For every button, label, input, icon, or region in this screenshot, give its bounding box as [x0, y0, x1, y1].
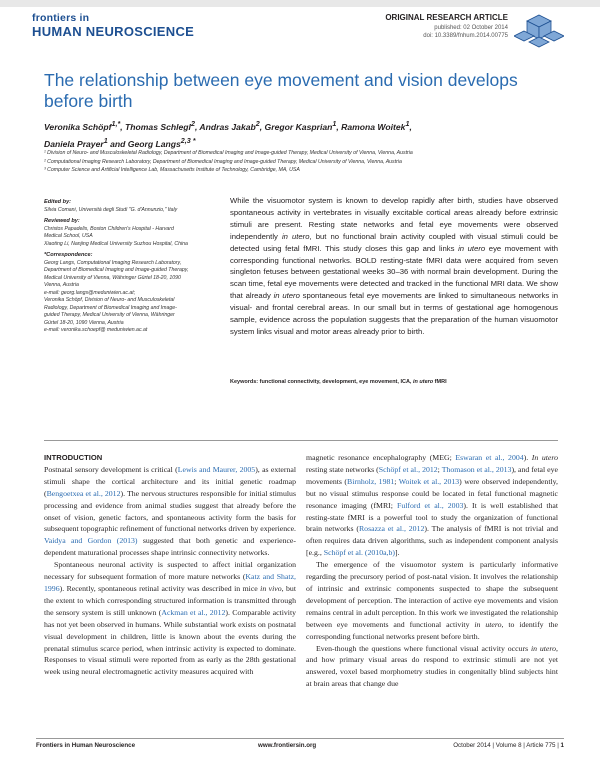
paragraph: magnetic resonance encephalography (MEG; Eswaran et al., 2004). In utero resting state networks (Schöpf et al., 2012; Thomason et al., 2013), and fetal eye movements (Birnholz, 1981; Woitek et al., 2013) were observed independently, but no visual stimulus response could be located in fetal functional magnetic resonance imaging (fMRI; Fulford et al., 2003). It is well established that resting-state fMRI is a powerful tool to study the organization of functional brain networks (Rosazza et al., 2012). The analysis of fMRI is not trivial and often requires data driven algorithms, such as independent component analysis [e.g., Schöpf et al. (2010a,b)].	[306, 453, 559, 558]
journal-logo-line2: HUMAN NEUROSCIENCE	[32, 24, 195, 39]
citation-link[interactable]: Eswaran et al., 2004	[455, 453, 524, 462]
reviewer: Xiaoting Li, Nanjing Medical University Suzhou Hospital, China	[44, 240, 188, 247]
author-list: Veronika Schöpf$^{1,*}$, Thomas Schlegl$^2$, Andras Jakab$^2$, Gregor Kasprian$^1$, Ramona Woitek$^1$, Daniela Prayer$^1$ and Georg Langs$^{2,3 *}$	[44, 120, 412, 149]
citation-link[interactable]: Birnholz, 1981	[347, 476, 395, 486]
abstract: While the visuomotor system is known to develop rapidly after birth, studies have observed spontaneous activity in vertebrates in visually excitable cortical areas already before extrinsic stimuli are present. Resting state networks and fetal eye movements were observed independently in utero, but no functional brain activity coupled with visual stimuli could be detected using fetal fMRI. This study closes this gap and links in utero eye movement with corresponding functional networks. BOLD resting-state fMRI data were acquired from seven singleton fetuses between gestational weeks 30–36 with normal brain development. During the scan time, fetal eye movements were detected and tracked in the functional MRI data. We show that already in utero spontaneous fetal eye movements are linked to simultaneous networks in visual- and frontal cerebral areas. In our small but in terms of gestational age homogenous sample, evidence across the population suggests that the preparation of the human visuomotor system links visual and motor areas already prior to birth.	[230, 196, 558, 336]
citation-link[interactable]: Schöpf et al. (2010a,b)	[323, 548, 395, 558]
reviewer: Christos Papadelis, Boston Children's Hospital - Harvard Medical School, USA	[44, 225, 174, 239]
section-heading-introduction: INTRODUCTION	[44, 453, 103, 462]
correspondence-address: Georg Langs, Computational Imaging Research Laboratory, Department of Biomedical Imaging and Image-guided Therapy, Medical University of Vienna, Währinger Gürtel 18-20, 1090 Vienna, Austria	[44, 259, 189, 288]
frontiers-cube-icon	[514, 11, 564, 51]
citation-link[interactable]: Rosazza et al., 2012	[358, 524, 425, 534]
page-number: 1	[560, 742, 564, 749]
footer-issue: October 2014 | Volume 8 | Article 775 | 1	[453, 742, 564, 749]
affiliations	[44, 149, 564, 175]
citation-link[interactable]: Ackman et al., 2012	[161, 607, 226, 617]
published-date: published: 02 October 2014	[434, 25, 508, 31]
correspondence-email[interactable]: e-mail: veronika.schoepf@ meduniwien.ac.at	[44, 327, 148, 333]
author-link[interactable]: Veronika Schöpf	[44, 121, 112, 132]
author-link[interactable]: Andras Jakab	[199, 121, 256, 132]
citation-link[interactable]: Fulford et al., 2003	[397, 500, 464, 510]
article-type: ORIGINAL RESEARCH ARTICLE	[385, 13, 508, 22]
paragraph: Even-though the questions where functional visual activity occurs in utero, and how primary visual areas do respond to extrinsic stimuli are not yet answered, voxel based morphometry studies in congenitally blind subjects hint at brain areas that change due	[306, 643, 558, 689]
affiliation: ³ Computer Science and Artificial Intelligence Lab, Massachusetts Institute of Technology, Cambridge, MA, USA	[44, 167, 300, 174]
footer-journal: Frontiers in Human Neuroscience	[36, 742, 136, 749]
editor: Silvia Comani, Università degli Studi "G. d'Annunzio," Italy	[44, 206, 178, 213]
divider	[44, 440, 558, 441]
footer-divider	[36, 738, 564, 739]
author-link[interactable]: Daniela Prayer	[44, 138, 104, 149]
paragraph: The emergence of the visuomotor system is particularly informative regarding the precursory period of post-natal vision. It involves the relationship of intrinsic and extrinsic components suspected to shape the subsequent development of perception. The interaction of active eye movements and vision remains central in adult perception. In this work we investigated the relationship between eye movements and functional activity in utero, to identify the corresponding functional networks present before birth.	[306, 560, 558, 641]
author-link[interactable]: Georg Langs	[127, 138, 181, 149]
top-bar	[0, 0, 600, 7]
citation-link[interactable]: Woitek et al., 2013	[398, 476, 460, 486]
body-column-left	[44, 452, 296, 678]
paragraph: Spontaneous neuronal activity is suspected to affect initial organization necessary for subsequent formation of more mature networks (Katz and Shatz, 1996). Recently, spontaneous retinal activity was described in mice in vivo, but the extent to which corresponding structured information is transmitted through the sensory system is still unknown (Ackman et al., 2012). Comparable activity has not yet been observed in humans. While substantial work exists on postnatal visual development in children, little is known about the events during the prenatal stimulus scarce period, when intrinsic activity is expected to dominate. Responses to visual stimuli were reported from as early as the 28th gestational week using neural electromagnetic activity measures acquired with	[44, 560, 297, 677]
reviewed-by-heading: Reviewed by:	[44, 218, 80, 224]
author-link[interactable]: Thomas Schlegl	[125, 121, 191, 132]
doi[interactable]: doi: 10.3389/fnhum.2014.00775	[423, 33, 508, 39]
correspondence-address: Veronika Schöpf, Division of Neuro- and Musculoskeletal Radiology, Department of Biomedical Imaging and Image-guided Therapy, Medical University of Vienna, Währinger Gürtel 18-20, 1090 Vienna, Austria	[44, 297, 177, 326]
correspondence-email[interactable]: e-mail: georg.langs@meduniwien.ac.at;	[44, 289, 136, 296]
correspondence-heading: *Correspondence:	[44, 252, 93, 258]
article-title: The relationship between eye movement and vision develops before birth	[44, 70, 518, 111]
citation-link[interactable]: Vaidya and Gordon (2013)	[44, 536, 138, 546]
author-link[interactable]: Ramona Woitek	[341, 121, 406, 132]
body-column-right	[306, 452, 558, 690]
journal-logo-line1: frontiers in	[32, 12, 90, 24]
affiliation: ¹ Division of Neuro- and Musculoskeletal Radiology, Department of Biomedical Imaging and Image-guided Therapy, Medical University of Vienna, Vienna, Austria	[44, 150, 413, 156]
citation-link[interactable]: Thomason et al., 2013	[441, 464, 512, 474]
citation-link[interactable]: Schöpf et al., 2012	[378, 464, 438, 474]
keywords: Keywords: functional connectivity, development, eye movement, ICA, in utero fMRI	[230, 379, 447, 385]
edited-by-heading: Edited by:	[44, 199, 72, 205]
footer-website[interactable]: www.frontiersin.org	[258, 742, 317, 749]
citation-link[interactable]: Bengoetxea et al., 2012	[46, 488, 121, 498]
paragraph: Postnatal sensory development is critical (Lewis and Maurer, 2005), as external stimuli shape the cortical architecture and its initial genetic roadmap (Bengoetxea et al., 2012). The nervous structures responsible for initial stimulus processing and evidence from animal studies suggest that already before the onset of vision, genetic factors, and spontaneous activity form the basis for subsequent topographic refinement of functional networks driven by experience. Vaidya and Gordon (2013) suggested that both genetic and experience-dependent maturational processes shape intrinsic connectivity networks.	[44, 464, 296, 558]
author-link[interactable]: Gregor Kasprian	[264, 121, 333, 132]
affiliation: ² Computational Imaging Research Laboratory, Department of Biomedical Imaging and Image-guided Therapy, Medical University of Vienna, Vienna, Austria	[44, 158, 402, 165]
sidebar-info	[44, 195, 189, 335]
citation-link[interactable]: Katz and Shatz, 1996	[44, 572, 296, 593]
citation-link[interactable]: Lewis and Maurer, 2005	[177, 464, 256, 474]
